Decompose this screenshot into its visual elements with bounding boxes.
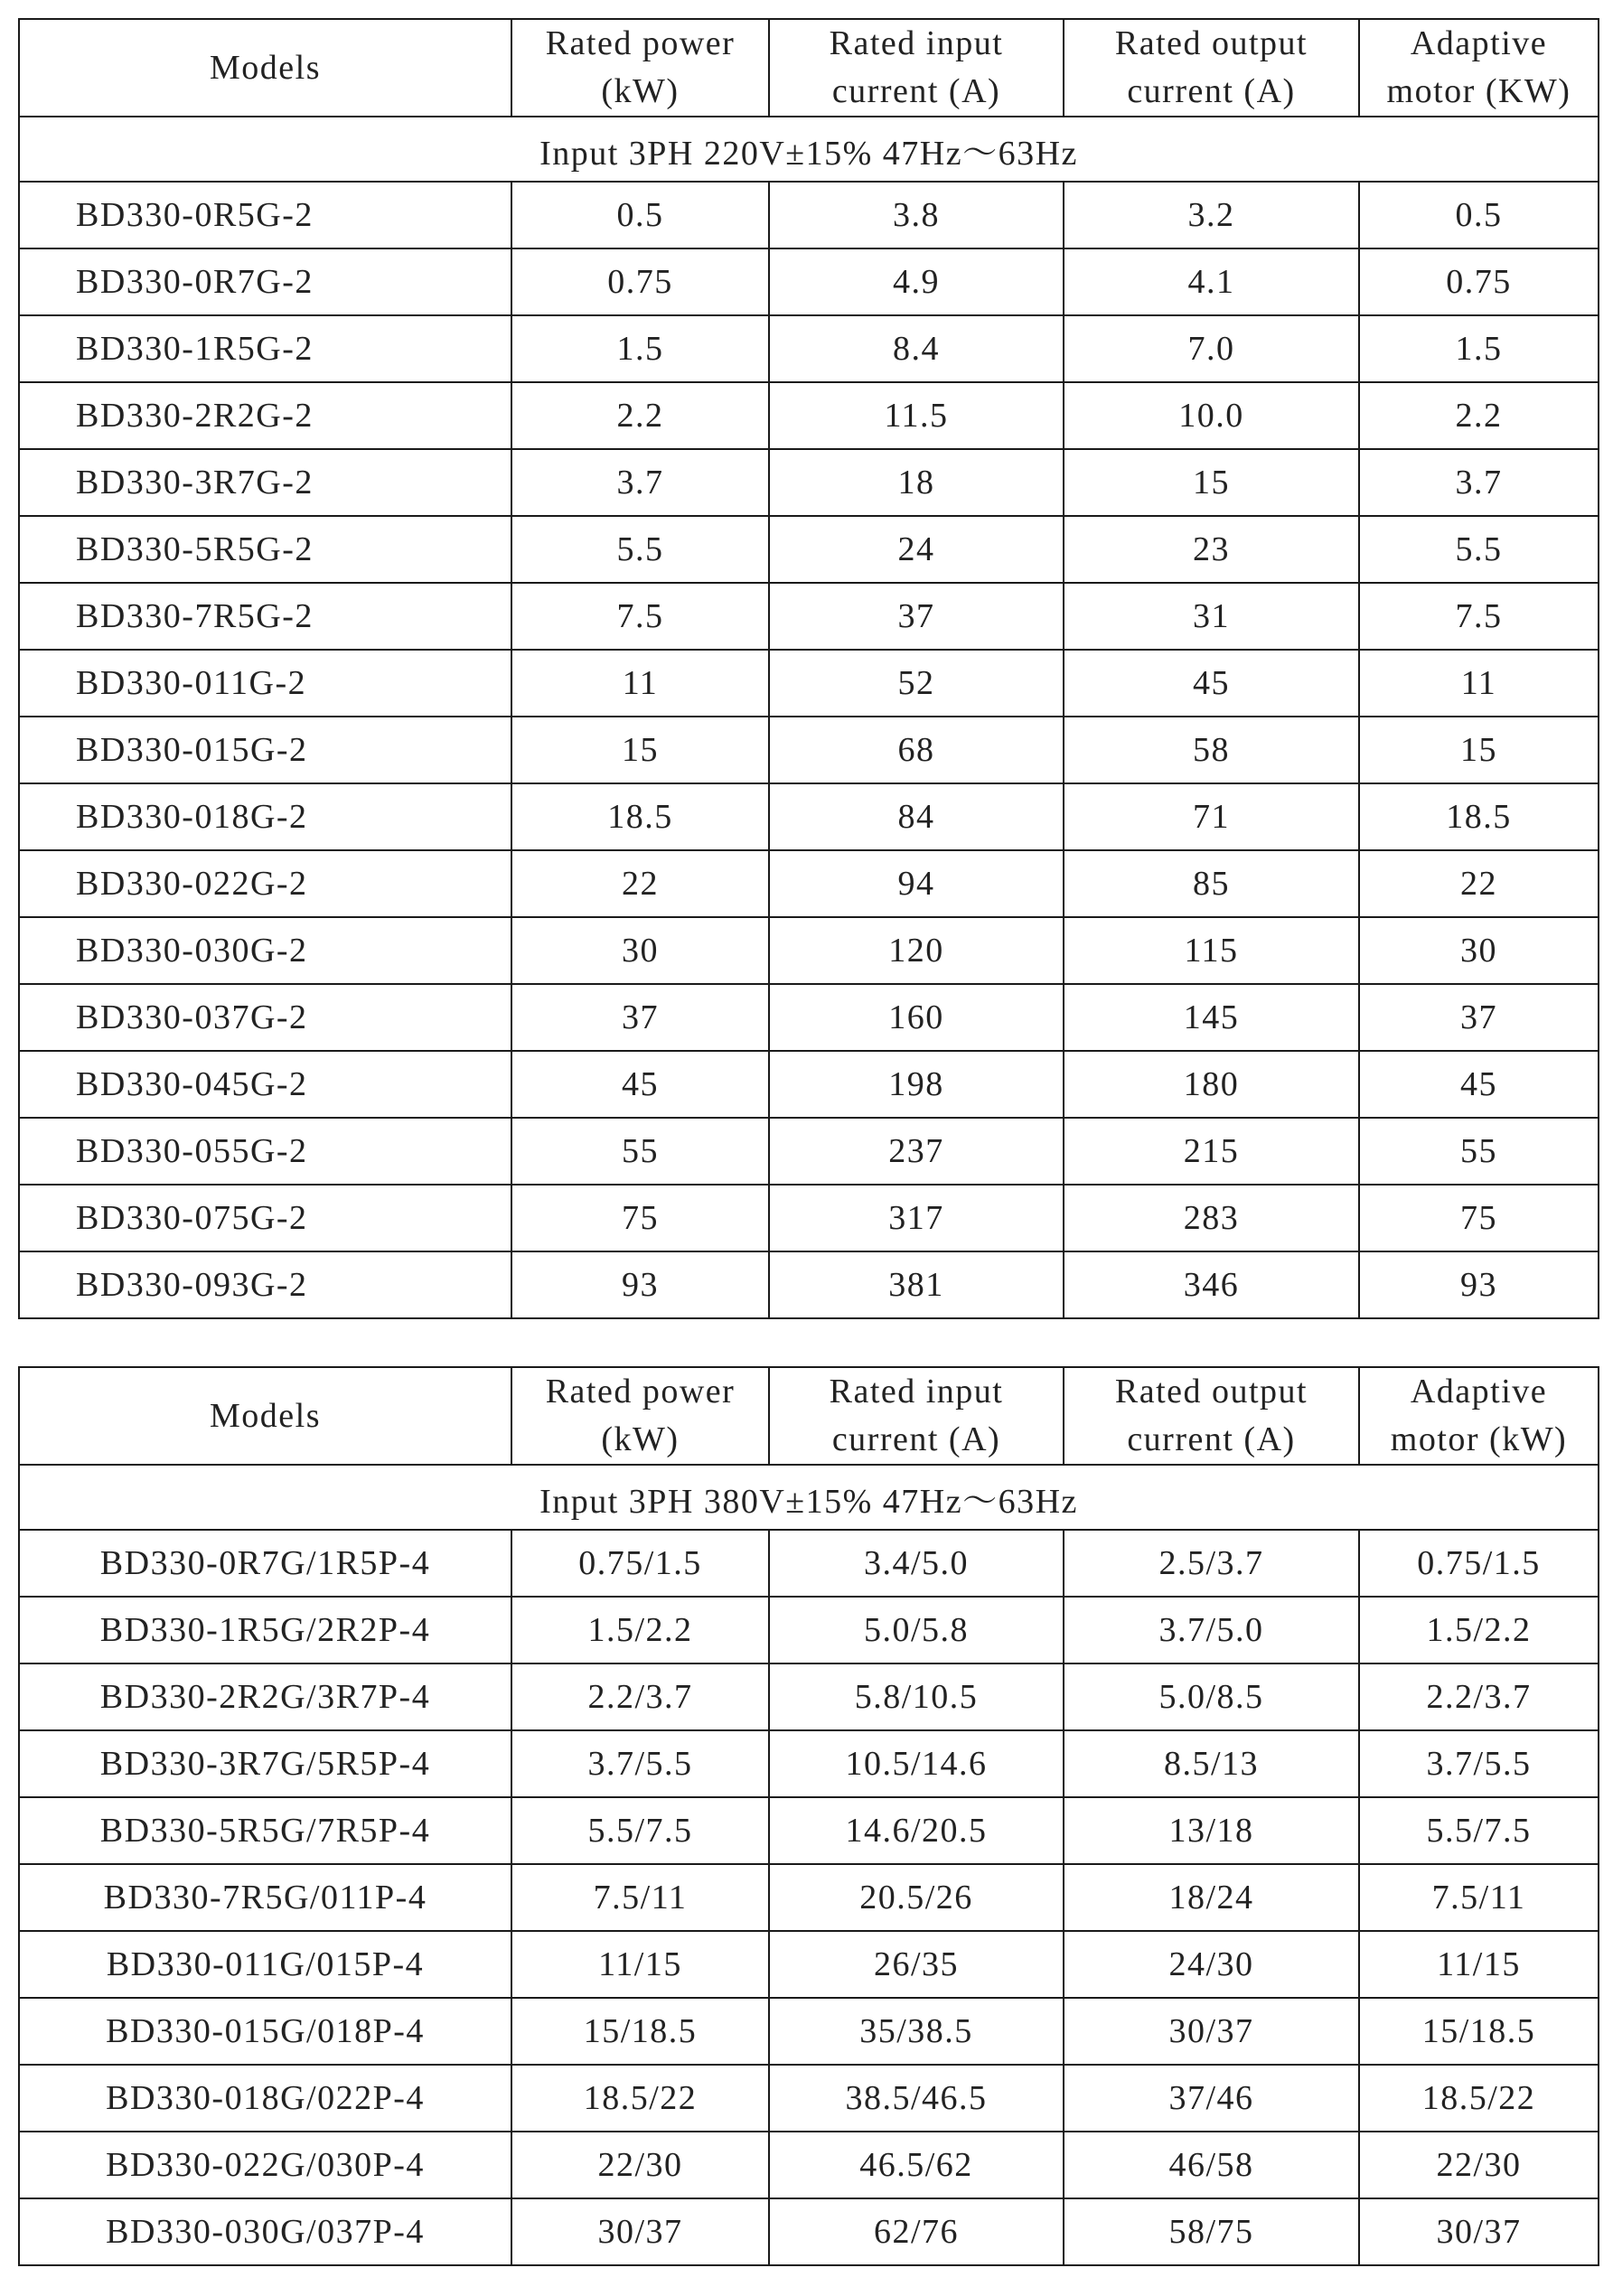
rated-input-current-cell: 26/35 [769,1931,1064,1998]
rated-power-cell: 7.5 [511,583,769,650]
header-adaptive-motor-line-2: motor (kW) [1390,1420,1568,1458]
rated-input-current-cell: 120 [769,917,1064,984]
adaptive-motor-cell: 15/18.5 [1359,1998,1599,2065]
adaptive-motor-cell: 18.5/22 [1359,2065,1599,2132]
rated-input-current-cell: 4.9 [769,248,1064,315]
rated-input-current-cell: 237 [769,1118,1064,1185]
rated-output-current-cell: 145 [1064,984,1359,1051]
adaptive-motor-cell: 18.5 [1359,783,1599,850]
rated-output-current-cell: 13/18 [1064,1797,1359,1864]
rated-power-cell: 15/18.5 [511,1998,769,2065]
rated-power-cell: 3.7/5.5 [511,1730,769,1797]
rated-output-current-cell: 58/75 [1064,2198,1359,2265]
rated-output-current-cell: 7.0 [1064,315,1359,382]
rated-output-current-cell: 46/58 [1064,2132,1359,2198]
header-rated-power-line-2: (kW) [601,72,680,110]
rated-input-current-cell: 38.5/46.5 [769,2065,1064,2132]
rated-input-current-cell: 198 [769,1051,1064,1118]
table-row [19,984,1599,1051]
model-cell: BD330-037G-2 [19,984,511,1051]
rated-output-current-cell: 346 [1064,1251,1359,1318]
model-cell: BD330-045G-2 [19,1051,511,1118]
table-row [19,1251,1599,1318]
rated-input-current-cell: 68 [769,717,1064,783]
adaptive-motor-cell: 30/37 [1359,2198,1599,2265]
table-row [19,717,1599,783]
rated-input-current-cell: 52 [769,650,1064,717]
table-row [19,516,1599,583]
rated-power-cell: 15 [511,717,769,783]
adaptive-motor-cell: 11 [1359,650,1599,717]
table-row [19,2132,1599,2198]
rated-input-current-cell: 11.5 [769,382,1064,449]
rated-output-current-cell: 24/30 [1064,1931,1359,1998]
rated-output-current-cell: 15 [1064,449,1359,516]
adaptive-motor-cell: 30 [1359,917,1599,984]
model-cell: BD330-5R5G-2 [19,516,511,583]
table-row [19,2065,1599,2132]
rated-power-cell: 5.5/7.5 [511,1797,769,1864]
adaptive-motor-cell: 1.5/2.2 [1359,1597,1599,1663]
rated-power-cell: 30/37 [511,2198,769,2265]
rated-power-cell: 7.5/11 [511,1864,769,1931]
model-cell: BD330-3R7G-2 [19,449,511,516]
rated-power-cell: 30 [511,917,769,984]
model-cell: BD330-022G/030P-4 [19,2132,511,2198]
rated-power-cell: 45 [511,1051,769,1118]
header-rated-output-current [1064,1367,1359,1465]
rated-output-current-cell: 71 [1064,783,1359,850]
rated-output-current-cell: 5.0/8.5 [1064,1663,1359,1730]
adaptive-motor-cell: 0.5 [1359,182,1599,248]
adaptive-motor-cell: 2.2 [1359,382,1599,449]
header-row [19,19,1599,117]
header-rated-output-current-line-1: Rated output [1114,24,1308,62]
adaptive-motor-cell: 0.75/1.5 [1359,1530,1599,1597]
header-rated-output-current-line-2: current (A) [1127,1420,1296,1458]
table-row [19,1864,1599,1931]
rated-power-cell: 2.2/3.7 [511,1663,769,1730]
rated-output-current-cell: 58 [1064,717,1359,783]
header-models: Models [19,19,511,117]
model-cell: BD330-011G/015P-4 [19,1931,511,1998]
model-cell: BD330-015G-2 [19,717,511,783]
spec-table-220v [18,18,1599,1319]
rated-input-current-cell: 37 [769,583,1064,650]
rated-input-current-cell: 35/38.5 [769,1998,1064,2065]
model-cell: BD330-075G-2 [19,1185,511,1251]
adaptive-motor-cell: 55 [1359,1118,1599,1185]
rated-output-current-cell: 3.7/5.0 [1064,1597,1359,1663]
table-row [19,315,1599,382]
rated-power-cell: 5.5 [511,516,769,583]
table-row [19,382,1599,449]
rated-input-current-cell: 381 [769,1251,1064,1318]
rated-input-current-cell: 160 [769,984,1064,1051]
header-rated-output-current-line-2: current (A) [1127,72,1296,110]
header-rated-input-current-line-2: current (A) [831,72,1001,110]
rated-input-current-cell: 3.8 [769,182,1064,248]
adaptive-motor-cell: 5.5/7.5 [1359,1797,1599,1864]
model-cell: BD330-7R5G/011P-4 [19,1864,511,1931]
model-cell: BD330-030G/037P-4 [19,2198,511,2265]
rated-power-cell: 93 [511,1251,769,1318]
rated-output-current-cell: 2.5/3.7 [1064,1530,1359,1597]
table-row [19,783,1599,850]
input-spec: Input 3PH 380V±15% 47Hz～63Hz [19,1465,1599,1530]
header-adaptive-motor-line-2: motor (KW) [1386,72,1571,110]
header-row [19,1367,1599,1465]
model-cell: BD330-018G-2 [19,783,511,850]
table-row [19,2198,1599,2265]
table-row [19,650,1599,717]
header-rated-power [511,1367,769,1465]
rated-power-cell: 37 [511,984,769,1051]
rated-output-current-cell: 3.2 [1064,182,1359,248]
adaptive-motor-cell: 75 [1359,1185,1599,1251]
adaptive-motor-cell: 0.75 [1359,248,1599,315]
rated-input-current-cell: 317 [769,1185,1064,1251]
rated-input-current-cell: 3.4/5.0 [769,1530,1064,1597]
model-cell: BD330-2R2G-2 [19,382,511,449]
model-cell: BD330-011G-2 [19,650,511,717]
header-rated-power-line-2: (kW) [601,1420,680,1458]
model-cell: BD330-0R7G-2 [19,248,511,315]
rated-power-cell: 1.5/2.2 [511,1597,769,1663]
rated-power-cell: 0.75/1.5 [511,1530,769,1597]
model-cell: BD330-055G-2 [19,1118,511,1185]
table-row [19,1185,1599,1251]
rated-input-current-cell: 84 [769,783,1064,850]
adaptive-motor-cell: 45 [1359,1051,1599,1118]
table-row [19,1998,1599,2065]
adaptive-motor-cell: 3.7/5.5 [1359,1730,1599,1797]
rated-input-current-cell: 94 [769,850,1064,917]
adaptive-motor-cell: 22 [1359,850,1599,917]
adaptive-motor-cell: 11/15 [1359,1931,1599,1998]
rated-power-cell: 11 [511,650,769,717]
model-cell: BD330-7R5G-2 [19,583,511,650]
rated-input-current-cell: 10.5/14.6 [769,1730,1064,1797]
rated-input-current-cell: 18 [769,449,1064,516]
adaptive-motor-cell: 7.5/11 [1359,1864,1599,1931]
table-row [19,182,1599,248]
adaptive-motor-cell: 3.7 [1359,449,1599,516]
rated-power-cell: 0.5 [511,182,769,248]
table-row [19,1797,1599,1864]
header-rated-input-current-line-1: Rated input [829,1373,1004,1410]
rated-output-current-cell: 215 [1064,1118,1359,1185]
model-cell: BD330-030G-2 [19,917,511,984]
rated-power-cell: 3.7 [511,449,769,516]
rated-power-cell: 22/30 [511,2132,769,2198]
table-row [19,1663,1599,1730]
rated-output-current-cell: 45 [1064,650,1359,717]
rated-power-cell: 18.5 [511,783,769,850]
rated-power-cell: 2.2 [511,382,769,449]
adaptive-motor-cell: 1.5 [1359,315,1599,382]
rated-output-current-cell: 30/37 [1064,1998,1359,2065]
header-models: Models [19,1367,511,1465]
adaptive-motor-cell: 5.5 [1359,516,1599,583]
model-cell: BD330-022G-2 [19,850,511,917]
table-row [19,1118,1599,1185]
model-cell: BD330-3R7G/5R5P-4 [19,1730,511,1797]
rated-input-current-cell: 46.5/62 [769,2132,1064,2198]
header-rated-input-current-line-2: current (A) [831,1420,1001,1458]
adaptive-motor-cell: 15 [1359,717,1599,783]
header-rated-power [511,19,769,117]
header-adaptive-motor [1359,1367,1599,1465]
header-rated-output-current-line-1: Rated output [1114,1373,1308,1410]
rated-output-current-cell: 85 [1064,850,1359,917]
header-rated-power-line-1: Rated power [545,1373,736,1410]
model-cell: BD330-0R5G-2 [19,182,511,248]
rated-power-cell: 75 [511,1185,769,1251]
model-cell: BD330-093G-2 [19,1251,511,1318]
table-row [19,1051,1599,1118]
table-row [19,917,1599,984]
rated-output-current-cell: 8.5/13 [1064,1730,1359,1797]
rated-output-current-cell: 23 [1064,516,1359,583]
rated-power-cell: 22 [511,850,769,917]
model-cell: BD330-1R5G/2R2P-4 [19,1597,511,1663]
rated-input-current-cell: 5.0/5.8 [769,1597,1064,1663]
rated-power-cell: 18.5/22 [511,2065,769,2132]
adaptive-motor-cell: 7.5 [1359,583,1599,650]
rated-output-current-cell: 180 [1064,1051,1359,1118]
input-spec-row [19,117,1599,182]
rated-power-cell: 55 [511,1118,769,1185]
rated-input-current-cell: 62/76 [769,2198,1064,2265]
model-cell: BD330-0R7G/1R5P-4 [19,1530,511,1597]
rated-input-current-cell: 8.4 [769,315,1064,382]
spec-table-380v [18,1366,1599,2266]
input-spec-row [19,1465,1599,1530]
table-row [19,248,1599,315]
model-cell: BD330-5R5G/7R5P-4 [19,1797,511,1864]
rated-output-current-cell: 115 [1064,917,1359,984]
table-row [19,850,1599,917]
table-row [19,449,1599,516]
header-rated-input-current [769,19,1064,117]
rated-input-current-cell: 20.5/26 [769,1864,1064,1931]
header-rated-output-current [1064,19,1359,117]
table-row [19,583,1599,650]
rated-input-current-cell: 5.8/10.5 [769,1663,1064,1730]
rated-power-cell: 11/15 [511,1931,769,1998]
header-rated-power-line-1: Rated power [545,24,736,62]
header-adaptive-motor-line-1: Adaptive [1410,1373,1548,1410]
header-rated-input-current-line-1: Rated input [829,24,1004,62]
rated-output-current-cell: 283 [1064,1185,1359,1251]
rated-input-current-cell: 24 [769,516,1064,583]
table-row [19,1530,1599,1597]
model-cell: BD330-1R5G-2 [19,315,511,382]
input-spec: Input 3PH 220V±15% 47Hz～63Hz [19,117,1599,182]
model-cell: BD330-018G/022P-4 [19,2065,511,2132]
table-row [19,1597,1599,1663]
header-adaptive-motor-line-1: Adaptive [1410,24,1548,62]
rated-output-current-cell: 4.1 [1064,248,1359,315]
header-adaptive-motor [1359,19,1599,117]
rated-power-cell: 1.5 [511,315,769,382]
table-row [19,1931,1599,1998]
rated-output-current-cell: 37/46 [1064,2065,1359,2132]
adaptive-motor-cell: 37 [1359,984,1599,1051]
adaptive-motor-cell: 93 [1359,1251,1599,1318]
rated-power-cell: 0.75 [511,248,769,315]
adaptive-motor-cell: 2.2/3.7 [1359,1663,1599,1730]
header-rated-input-current [769,1367,1064,1465]
rated-output-current-cell: 10.0 [1064,382,1359,449]
model-cell: BD330-015G/018P-4 [19,1998,511,2065]
table-row [19,1730,1599,1797]
rated-output-current-cell: 18/24 [1064,1864,1359,1931]
rated-output-current-cell: 31 [1064,583,1359,650]
rated-input-current-cell: 14.6/20.5 [769,1797,1064,1864]
model-cell: BD330-2R2G/3R7P-4 [19,1663,511,1730]
adaptive-motor-cell: 22/30 [1359,2132,1599,2198]
